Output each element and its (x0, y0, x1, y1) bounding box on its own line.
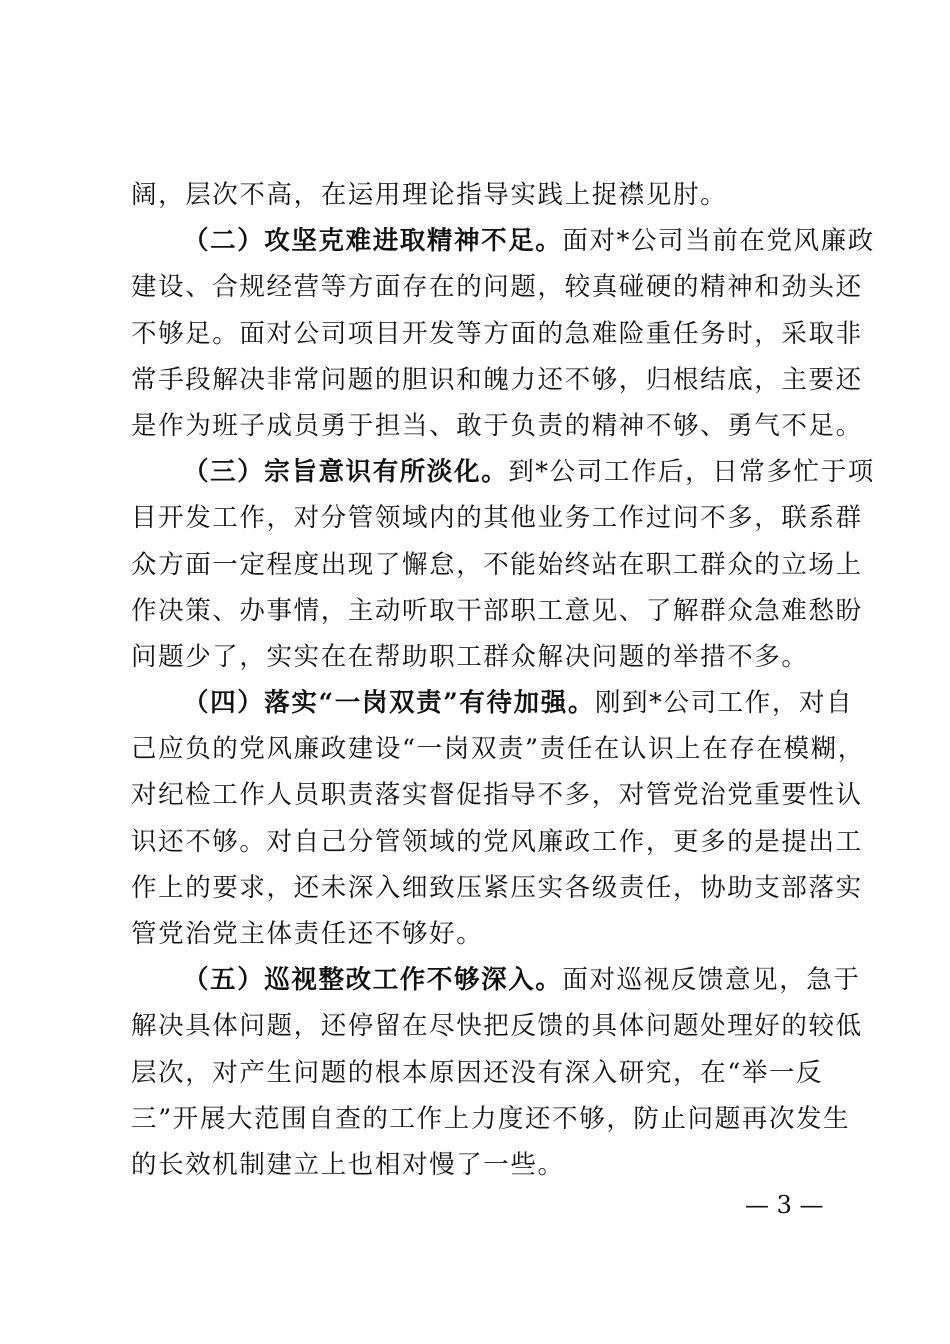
paragraph-line: 不够足。面对公司项目开发等方面的急难险重任务时，采取非 (131, 318, 863, 349)
section-heading: （二）攻坚克难进取精神不足。 (183, 226, 563, 257)
paragraph-text: 面对*公司当前在党风廉政 (562, 226, 875, 257)
paragraph-line: 目开发工作，对分管领域内的其他业务工作过问不多，联系群 (131, 503, 863, 534)
section-heading-line (131, 218, 875, 264)
paragraph-line: 众方面一定程度出现了懈怠，不能始终站在职工群众的立场上 (131, 549, 863, 580)
paragraph-line: 建设、合规经营等方面存在的问题，较真碰硬的精神和劲头还 (131, 272, 863, 303)
section-heading: （五）巡视整改工作不够深入。 (183, 965, 563, 996)
paragraph-line: 常手段解决非常问题的胆识和魄力还不够，归根结底，主要还 (131, 364, 863, 395)
section-heading: （三）宗旨意识有所淡化。 (183, 457, 509, 488)
paragraph-line: 解决具体问题，还停留在尽快把反馈的具体问题处理好的较低 (131, 1011, 863, 1042)
paragraph-line: 三”开展大范围自查的工作上力度还不够，防止问题再次发生 (131, 1103, 851, 1134)
paragraph-line: 层次，对产生问题的根本原因还没有深入研究，在“举一反 (131, 1057, 824, 1088)
paragraph-line: 问题少了，实实在在帮助职工群众解决问题的举措不多。 (131, 641, 809, 672)
page-number: — 3 — (745, 1191, 824, 1219)
paragraph-line: 阔，层次不高，在运用理论指导实践上捉襟见肘。 (131, 180, 728, 210)
section-heading: （四）落实“一岗双责”有待加强。 (183, 688, 595, 719)
paragraph-line: 己应负的党风廉政建设“一岗双责”责任在认识上在存在模糊， (131, 734, 865, 765)
paragraph-text: 刚到*公司工作，对自 (594, 688, 854, 719)
paragraph-line: 是作为班子成员勇于担当、敢于负责的精神不够、勇气不足。 (131, 410, 863, 441)
paragraph-line: 对纪检工作人员职责落实督促指导不多，对管党治党重要性认 (131, 780, 863, 811)
paragraph-line: 管党治党主体责任还不够好。 (131, 919, 484, 949)
paragraph-line: 识还不够。对自己分管领域的党风廉政工作，更多的是提出工 (131, 826, 863, 857)
paragraph-line: 作决策、办事情，主动听取干部职工意见、了解群众急难愁盼 (131, 595, 863, 626)
paragraph-text: 到*公司工作后，日常多忙于项 (508, 457, 875, 488)
paragraph-text: 面对巡视反馈意见，急于 (562, 965, 861, 996)
section-heading-line (131, 957, 861, 1003)
document-body (131, 172, 875, 1188)
section-heading-line (131, 449, 875, 495)
paragraph-line: 的长效机制建立上也相对慢了一些。 (131, 1149, 565, 1180)
section-heading-line (131, 680, 854, 726)
paragraph-line: 作上的要求，还未深入细致压紧压实各级责任，协助支部落实 (131, 872, 863, 903)
